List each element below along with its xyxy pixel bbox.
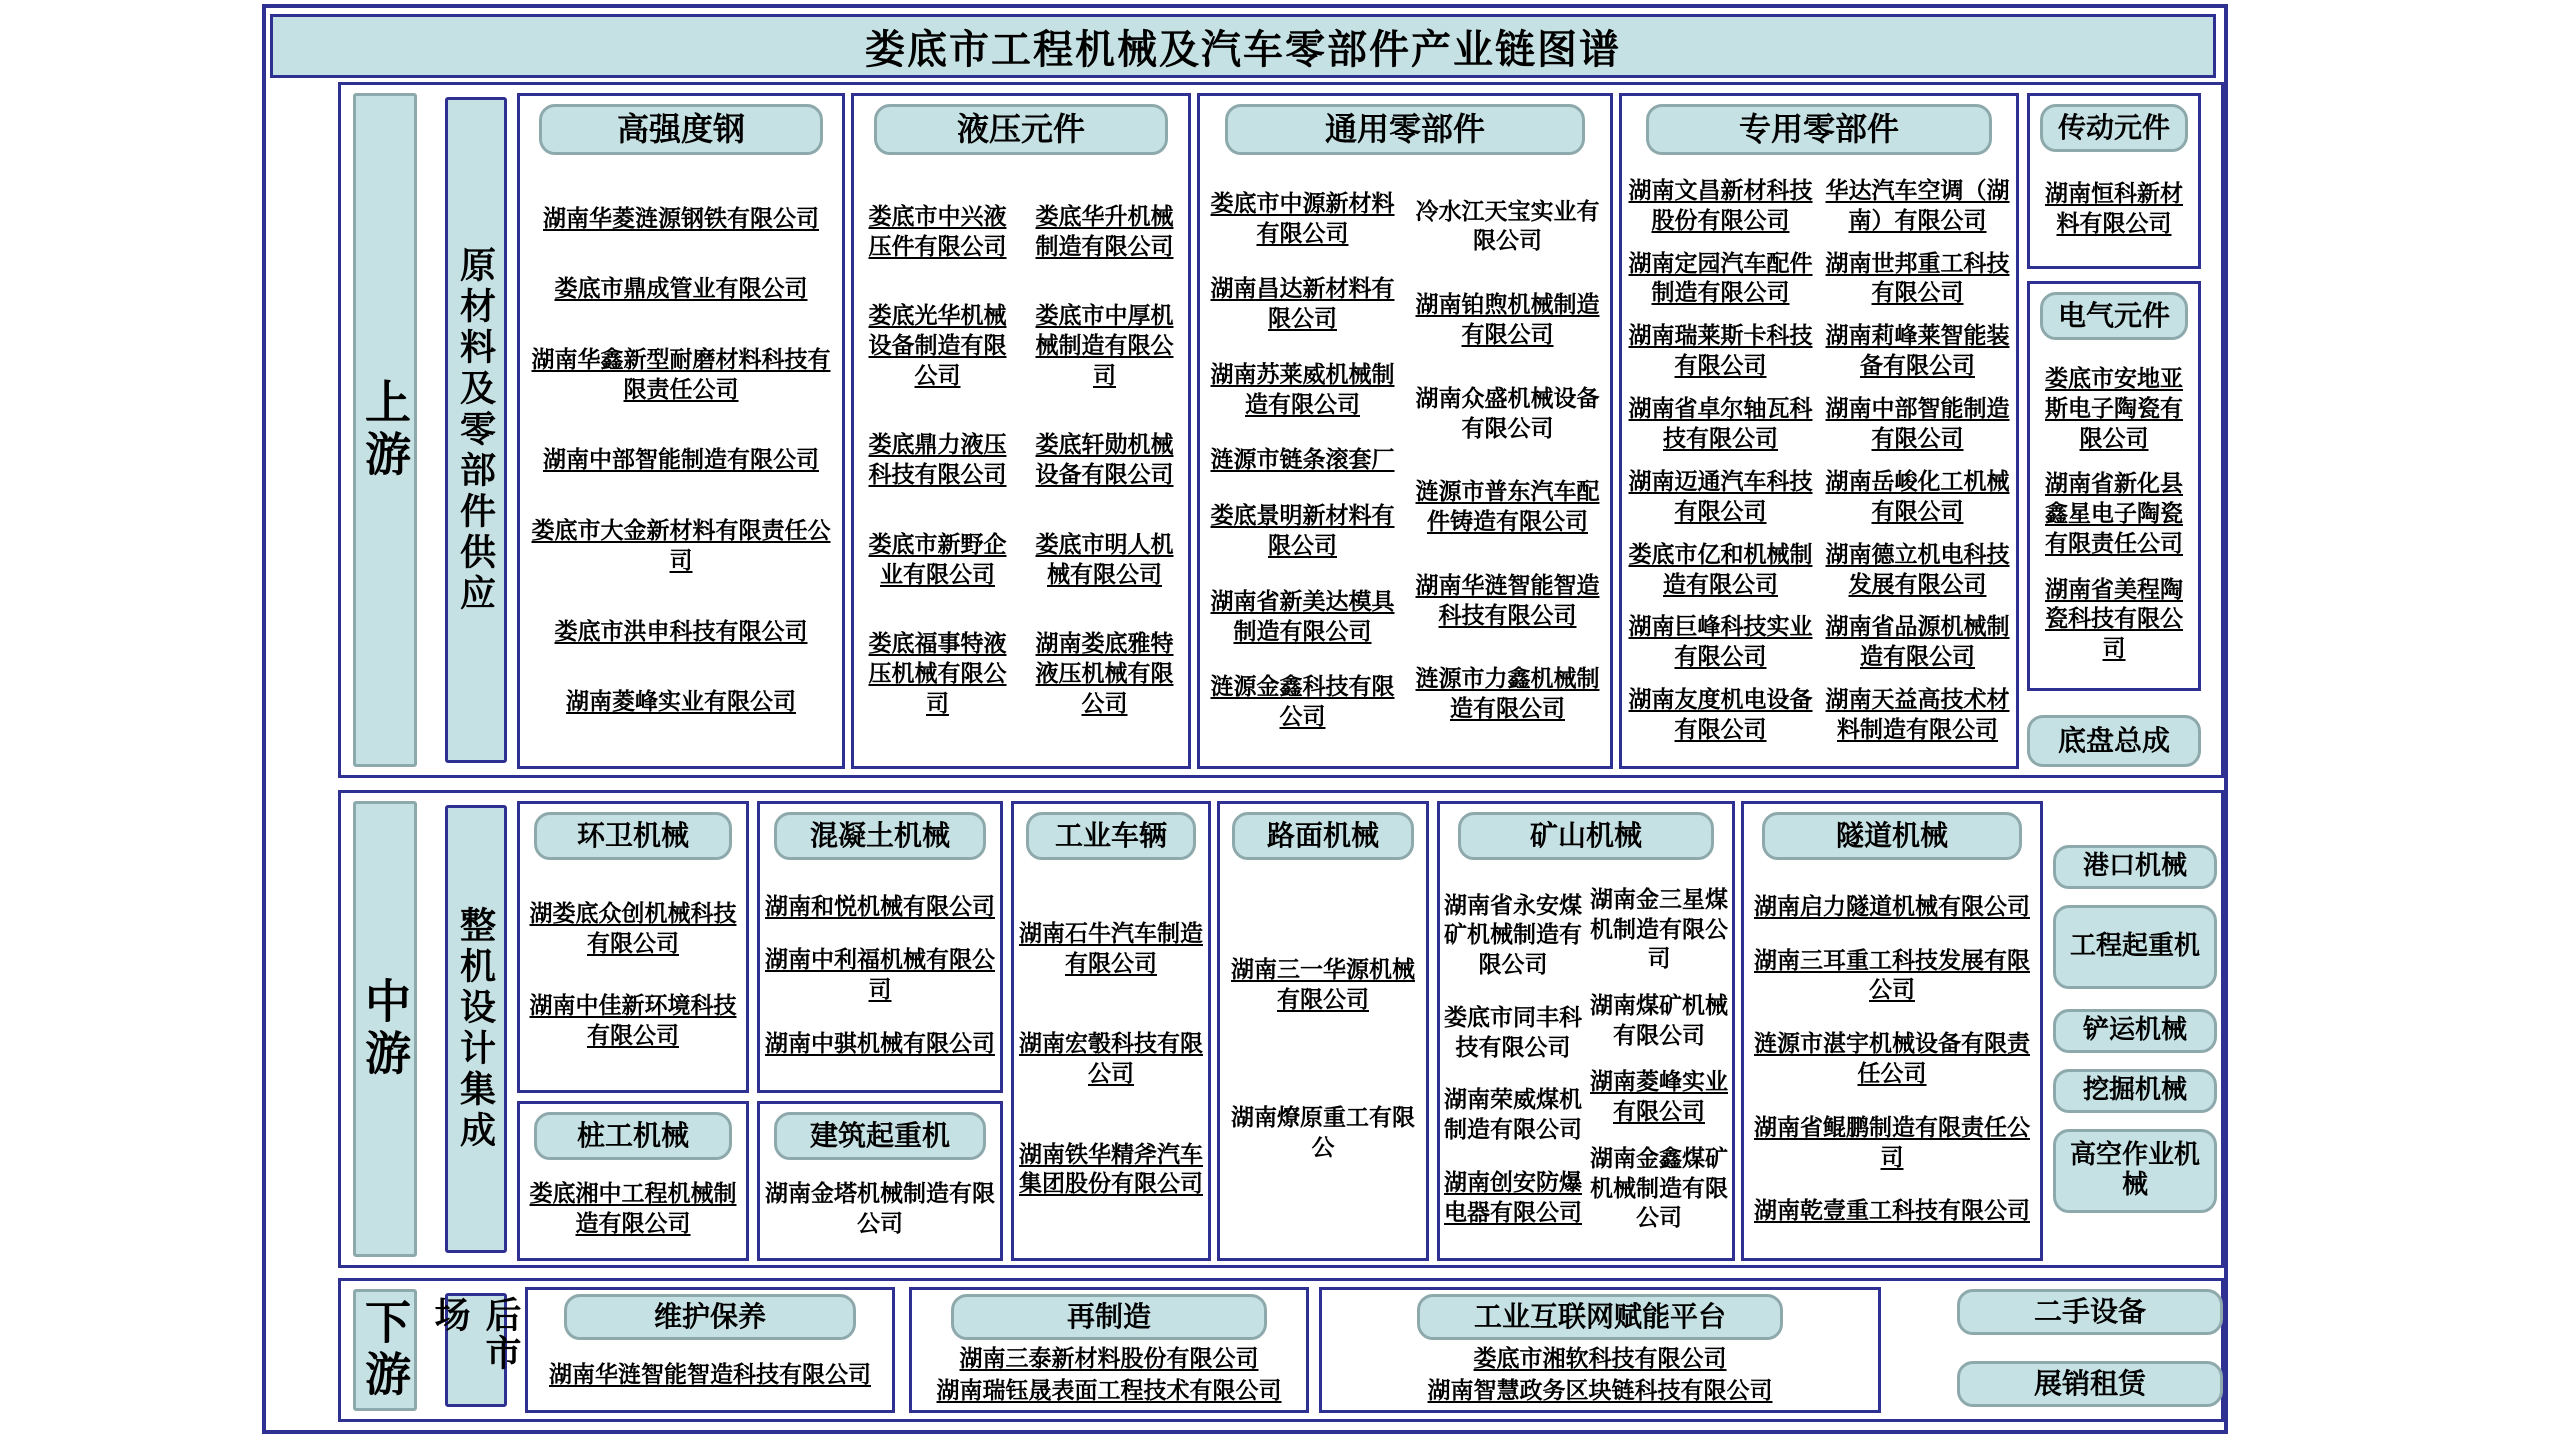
company-link[interactable]: 湖南娄底雅特液压机械有限公司 — [1035, 629, 1174, 717]
company-link[interactable]: 娄底市明人机械有限公司 — [1035, 530, 1174, 588]
company-link[interactable]: 涟源市链条滚套厂 — [1210, 446, 1395, 474]
company-list — [520, 155, 842, 766]
company-list — [760, 860, 1000, 1090]
section-road-machinery — [1217, 801, 1429, 1261]
diagram-frame — [262, 4, 2228, 1434]
company-list — [2030, 152, 2198, 266]
section-mining-machinery — [1437, 801, 1735, 1261]
company-link[interactable]: 湖南省美程陶瓷科技有限公司 — [2045, 575, 2183, 663]
company-list — [1405, 155, 1610, 766]
company-list — [1200, 155, 1405, 766]
section-header: 高强度钢 — [539, 104, 822, 155]
section-construction-crane — [757, 1101, 1003, 1261]
pill-engineering-crane: 工程起重机 — [2053, 905, 2217, 989]
company-link[interactable]: 湖南智慧政务区块链科技有限公司 — [1427, 1377, 1773, 1405]
company-name: 湖南煤矿机械有限公司 — [1590, 991, 1728, 1049]
company-list — [854, 155, 1021, 766]
company-link[interactable]: 涟源市力鑫机械制造有限公司 — [1415, 665, 1600, 723]
section-header: 专用零部件 — [1646, 104, 1993, 155]
company-link[interactable]: 湖南中佳新环境科技有限公司 — [529, 991, 737, 1049]
section-electrical-components — [2027, 281, 2201, 691]
section-header: 维护保养 — [564, 1294, 855, 1340]
company-link[interactable]: 华达汽车空调（湖南）有限公司 — [1825, 176, 2010, 234]
pill-aerial-work-machinery: 高空作业机械 — [2053, 1129, 2217, 1213]
company-link[interactable]: 湖南中部智能制造有限公司 — [1825, 395, 2010, 452]
company-link[interactable]: 湖南文昌新材科技股份有限公司 — [1628, 176, 1813, 234]
company-link[interactable]: 娄底市亿和机械制造有限公司 — [1628, 540, 1813, 598]
section-header: 再制造 — [951, 1294, 1266, 1340]
section-hydraulic-components — [851, 93, 1191, 769]
company-list — [1586, 860, 1732, 1258]
company-link[interactable]: 湖南德立机电科技发展有限公司 — [1825, 540, 2010, 598]
chart-title: 娄底市工程机械及汽车零部件产业链图谱 — [270, 14, 2216, 78]
company-link[interactable]: 湖南世邦重工科技有限公司 — [1825, 249, 2010, 307]
company-link[interactable]: 湖南和悦机械有限公司 — [765, 892, 995, 920]
company-link[interactable]: 湖南中骐机械有限公司 — [765, 1029, 995, 1057]
company-list — [520, 860, 746, 1090]
company-link[interactable]: 湖娄底众创机械科技有限公司 — [529, 900, 737, 958]
section-header: 路面机械 — [1232, 812, 1413, 860]
company-link[interactable]: 湖南省新化县鑫星电子陶瓷有限责任公司 — [2045, 470, 2183, 557]
company-link[interactable]: 湖南省新美达模具制造有限公司 — [1210, 587, 1395, 645]
company-link[interactable]: 湖南天益高技术材料制造有限公司 — [1825, 686, 2010, 744]
sublabel-machine-design-integration: 整机设计集成 — [445, 805, 507, 1253]
section-header: 桩工机械 — [534, 1112, 733, 1160]
company-list — [1819, 155, 2016, 766]
company-link[interactable]: 湖南乾壹重工科技有限公司 — [1754, 1197, 2030, 1225]
section-remanufacturing — [909, 1287, 1309, 1413]
company-name: 湖南金鑫煤矿机械制造有限公司 — [1590, 1144, 1728, 1232]
section-header: 矿山机械 — [1458, 812, 1715, 860]
band-label-downstream: 下游 — [353, 1289, 417, 1411]
section-special-parts — [1619, 93, 2019, 769]
section-header: 工业车辆 — [1026, 812, 1197, 860]
company-list — [1014, 860, 1208, 1258]
company-name: 湖南荣威煤机制造有限公司 — [1444, 1086, 1582, 1144]
company-link[interactable]: 湖南省鲲鹏制造有限责任公司 — [1754, 1113, 2030, 1171]
section-maintenance — [525, 1287, 895, 1413]
company-name: 冷水江天宝实业有限公司 — [1415, 197, 1600, 255]
company-link[interactable]: 娄底市安地亚斯电子陶瓷有限公司 — [2045, 364, 2183, 452]
company-link[interactable]: 湖南岳峻化工机械有限公司 — [1825, 467, 2010, 525]
company-list — [912, 1340, 1306, 1410]
section-transmission-components — [2027, 93, 2201, 269]
company-list — [760, 1160, 1000, 1258]
company-link[interactable]: 湖南三泰新材料股份有限公司 — [959, 1345, 1259, 1373]
band-label-upstream: 上游 — [353, 93, 417, 767]
section-header: 混凝土机械 — [774, 812, 985, 860]
company-list — [1622, 155, 1819, 766]
company-link[interactable]: 湖南铂煦机械制造有限公司 — [1415, 291, 1600, 349]
company-link[interactable]: 娄底鼎力液压科技有限公司 — [868, 431, 1007, 489]
pill-port-machinery: 港口机械 — [2053, 845, 2217, 889]
sublabel-aftermarket: 后市场 — [445, 1293, 507, 1407]
company-list — [1440, 860, 1586, 1258]
company-link[interactable]: 湖南省品源机械制造有限公司 — [1825, 613, 2010, 671]
section-header: 传动元件 — [2040, 104, 2188, 152]
company-list — [2030, 340, 2198, 688]
section-high-strength-steel — [517, 93, 845, 769]
band-label-midstream: 中游 — [353, 801, 417, 1257]
company-link[interactable]: 湖南省卓尔轴瓦科技有限公司 — [1628, 395, 1813, 452]
company-link[interactable]: 湖南宏彀科技有限公司 — [1019, 1030, 1203, 1087]
company-link[interactable]: 湖南三一华源机械有限公司 — [1231, 956, 1415, 1014]
company-name: 娄底市同丰科技有限公司 — [1444, 1003, 1582, 1061]
pill-exhibition-leasing: 展销租赁 — [1957, 1361, 2223, 1407]
section-header: 液压元件 — [874, 104, 1168, 155]
company-link[interactable]: 娄底市鼎成管业有限公司 — [554, 275, 808, 303]
pill-shovel-machinery: 铲运机械 — [2053, 1009, 2217, 1053]
company-link[interactable]: 湖南菱峰实业有限公司 — [566, 688, 796, 716]
pill-excavation-machinery: 挖掘机械 — [2053, 1069, 2217, 1113]
company-link[interactable]: 湖南华涟智能智造科技有限公司 — [549, 1361, 871, 1389]
company-link[interactable]: 娄底光华机械设备制造有限公司 — [868, 302, 1007, 390]
section-header: 环卫机械 — [534, 812, 733, 860]
band-downstream — [338, 1278, 2224, 1422]
company-link[interactable]: 湖南华菱涟源钢铁有限公司 — [543, 204, 819, 232]
company-link[interactable]: 湖南华涟智能智造科技有限公司 — [1415, 571, 1600, 629]
company-link[interactable]: 娄底市湘软科技有限公司 — [1473, 1345, 1727, 1373]
company-link[interactable]: 湖南创安防爆电器有限公司 — [1444, 1168, 1582, 1226]
section-header: 隧道机械 — [1762, 812, 2022, 860]
company-link[interactable]: 娄底湘中工程机械制造有限公司 — [529, 1180, 737, 1237]
company-name: 湖南省永安煤矿机械制造有限公司 — [1444, 891, 1582, 979]
section-concrete-machinery — [757, 801, 1003, 1093]
section-sanitation-machinery — [517, 801, 749, 1093]
section-header: 建筑起重机 — [774, 1112, 985, 1160]
company-link[interactable]: 娄底市新野企业有限公司 — [868, 530, 1007, 588]
section-industrial-internet-platform — [1319, 1287, 1881, 1413]
company-link[interactable]: 湖南菱峰实业有限公司 — [1590, 1068, 1728, 1126]
section-industrial-vehicles — [1011, 801, 1211, 1261]
company-list — [1744, 860, 2040, 1258]
pill-secondhand-equipment: 二手设备 — [1957, 1289, 2223, 1335]
pill-chassis-assembly: 底盘总成 — [2027, 715, 2201, 767]
company-link[interactable]: 湖南昌达新材料有限公司 — [1210, 275, 1395, 333]
company-link[interactable]: 湖南友度机电设备有限公司 — [1628, 686, 1813, 744]
company-link[interactable]: 湖南中利福机械有限公司 — [765, 946, 995, 1003]
band-midstream — [338, 790, 2224, 1268]
company-link[interactable]: 娄底市中源新材料有限公司 — [1210, 189, 1395, 247]
section-general-parts — [1197, 93, 1613, 769]
company-link[interactable]: 湖南恒科新材料有限公司 — [2045, 180, 2183, 237]
sublabel-raw-materials: 原材料及零部件供应 — [445, 97, 507, 763]
section-header: 工业互联网赋能平台 — [1417, 1294, 1784, 1340]
company-link[interactable]: 湖南瑞钰晟表面工程技术有限公司 — [936, 1377, 1282, 1405]
company-name: 湖南金塔机械制造有限公司 — [765, 1180, 995, 1237]
company-link[interactable]: 娄底市中兴液压件有限公司 — [868, 203, 1007, 261]
company-link[interactable]: 湖南石牛汽车制造有限公司 — [1019, 919, 1203, 977]
company-list — [528, 1340, 892, 1410]
company-link[interactable]: 湖南定园汽车配件制造有限公司 — [1628, 249, 1813, 307]
company-link[interactable]: 湖南三耳重工科技发展有限公司 — [1754, 946, 2030, 1004]
company-list — [1322, 1340, 1878, 1410]
company-link[interactable]: 湖南中部智能制造有限公司 — [543, 446, 819, 474]
section-header: 电气元件 — [2040, 292, 2188, 340]
company-link[interactable]: 涟源市普东汽车配件铸造有限公司 — [1415, 478, 1600, 536]
company-link[interactable]: 涟源金鑫科技有限公司 — [1210, 673, 1395, 731]
company-link[interactable]: 湖南瑞莱斯卡科技有限公司 — [1628, 322, 1813, 380]
band-upstream — [338, 82, 2224, 778]
section-header: 通用零部件 — [1225, 104, 1586, 155]
company-link[interactable]: 涟源市湛宇机械设备有限责任公司 — [1754, 1030, 2030, 1087]
company-link[interactable]: 娄底市大金新材料有限责任公司 — [531, 517, 831, 574]
company-link[interactable]: 湖南启力隧道机械有限公司 — [1754, 892, 2030, 920]
company-link[interactable]: 娄底市中厚机械制造有限公司 — [1035, 302, 1174, 390]
company-list — [1021, 155, 1188, 766]
company-link[interactable]: 娄底景明新材料有限公司 — [1210, 502, 1395, 560]
company-name: 湖南燎原重工有限公 — [1231, 1103, 1415, 1161]
company-link[interactable]: 娄底轩勋机械设备有限公司 — [1035, 431, 1174, 489]
company-link[interactable]: 湖南苏莱威机械制造有限公司 — [1210, 360, 1395, 418]
company-name: 湖南金三星煤机制造有限公司 — [1590, 885, 1728, 973]
company-list — [1220, 860, 1426, 1258]
section-piling-machinery — [517, 1101, 749, 1261]
company-link[interactable]: 娄底市洪申科技有限公司 — [554, 617, 808, 645]
company-list — [520, 1160, 746, 1258]
section-tunnel-machinery — [1741, 801, 2043, 1261]
company-link[interactable]: 娄底福事特液压机械有限公司 — [868, 629, 1007, 717]
company-link[interactable]: 湖南莉峰莱智能装备有限公司 — [1825, 322, 2010, 380]
company-link[interactable]: 湖南迈通汽车科技有限公司 — [1628, 467, 1813, 525]
company-link[interactable]: 湖南华鑫新型耐磨材料科技有限责任公司 — [531, 345, 831, 403]
company-link[interactable]: 娄底华升机械制造有限公司 — [1035, 203, 1174, 261]
company-link[interactable]: 湖南铁华精斧汽车集团股份有限公司 — [1019, 1140, 1203, 1198]
company-link[interactable]: 湖南巨峰科技实业有限公司 — [1628, 613, 1813, 671]
company-name: 湖南众盛机械设备有限公司 — [1415, 384, 1600, 442]
